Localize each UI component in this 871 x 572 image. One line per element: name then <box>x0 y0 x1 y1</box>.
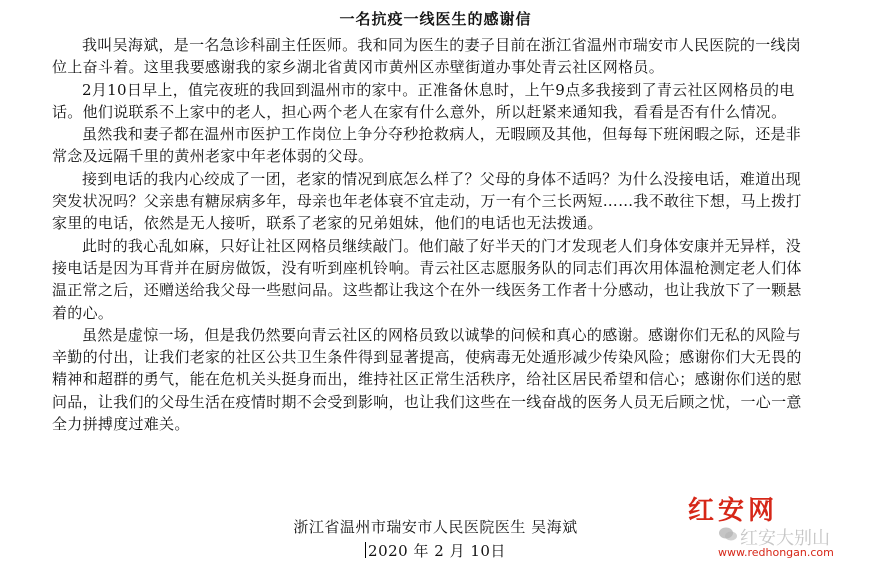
paragraph-2: 2月10日早上，值完夜班的我回到温州市的家中。正准备休息时，上午9点多我接到了青云社区网格员的电话。他们说联系不上家中的老人，担心两个老人在家有什么意外，所以赶紧来通知我，看看是否有什么情况。 <box>52 80 795 121</box>
text-cursor <box>365 542 366 558</box>
signature-date: 2020 年 2 月 10日 <box>368 542 506 560</box>
paragraph-4: 接到电话的我内心绞成了一团，老家的情况到底怎么样了？父母的身体不适吗？为什么没接电话，难道出现突发状况吗？父亲患有糖尿病多年，母亲也年老体衰不宜走动，万一有个三长两短……我不敢往下想，马上拨打家里的电话，依然是无人接听，联系了老家的兄弟姐妹，他们的电话也无法拨通。 <box>52 169 802 233</box>
paragraph-3: 虽然我和妻子都在温州市医护工作岗位上争分夺秒抢救病人，无暇顾及其他，但每每下班闲暇之际，还是非常念及远隔千里的黄州老家中年老体弱的父母。 <box>52 125 802 166</box>
wechat-icon <box>718 526 738 542</box>
watermark-logo: 红安网 <box>688 496 779 526</box>
watermark-subtitle: 红安大别山 <box>740 528 830 549</box>
paragraph-5: 此时的我心乱如麻，只好让社区网格员继续敲门。他们敲了好半天的门才发现老人们身体安康并无异样，没接电话是因为耳背并在厨房做饭，没有听到座机铃响。青云社区志愿服务队的同志们再次用体温枪测定老人们体温正常之后，还赠送给我父母一些慰问品。这些都让我这个在外一线医务工作者十分感动，也让我放下了一颗悬着的心。 <box>52 236 802 322</box>
letter-title: 一名抗疫一线医生的感谢信 <box>339 10 532 28</box>
paragraph-6: 虽然是虚惊一场，但是我仍然要向青云社区的网格员致以诚挚的问候和真心的感谢。感谢你们无私的风险与辛勤的付出，让我们老家的社区公共卫生条件得到显著提高，使病毒无处遁形减少传染风险；感谢你们大无畏的精神和超群的勇气，能在危机关头挺身而出，维持社区正常生活秩序，给社区居民希望和信心；感谢你们送的慰问品，让我们的父母生活在疫情时期不会受到影响，也让我们这些在一线奋战的医务人员无后顾之忧，一心一意全力拼搏度过难关。 <box>52 325 802 434</box>
watermark <box>678 490 868 568</box>
letter-body <box>52 34 812 435</box>
signature-name: 浙江省温州市瑞安市人民医院医生 吴海斌 <box>293 518 578 536</box>
paragraph-1: 我叫吴海斌，是一名急诊科副主任医师。我和同为医生的妻子目前在浙江省温州市瑞安市人民医院的一线岗位上奋斗着。这里我要感谢我的家乡湖北省黄冈市黄州区赤壁街道办事处青云社区网格员。 <box>52 36 802 77</box>
watermark-url: www.redhongan.com <box>718 546 834 559</box>
